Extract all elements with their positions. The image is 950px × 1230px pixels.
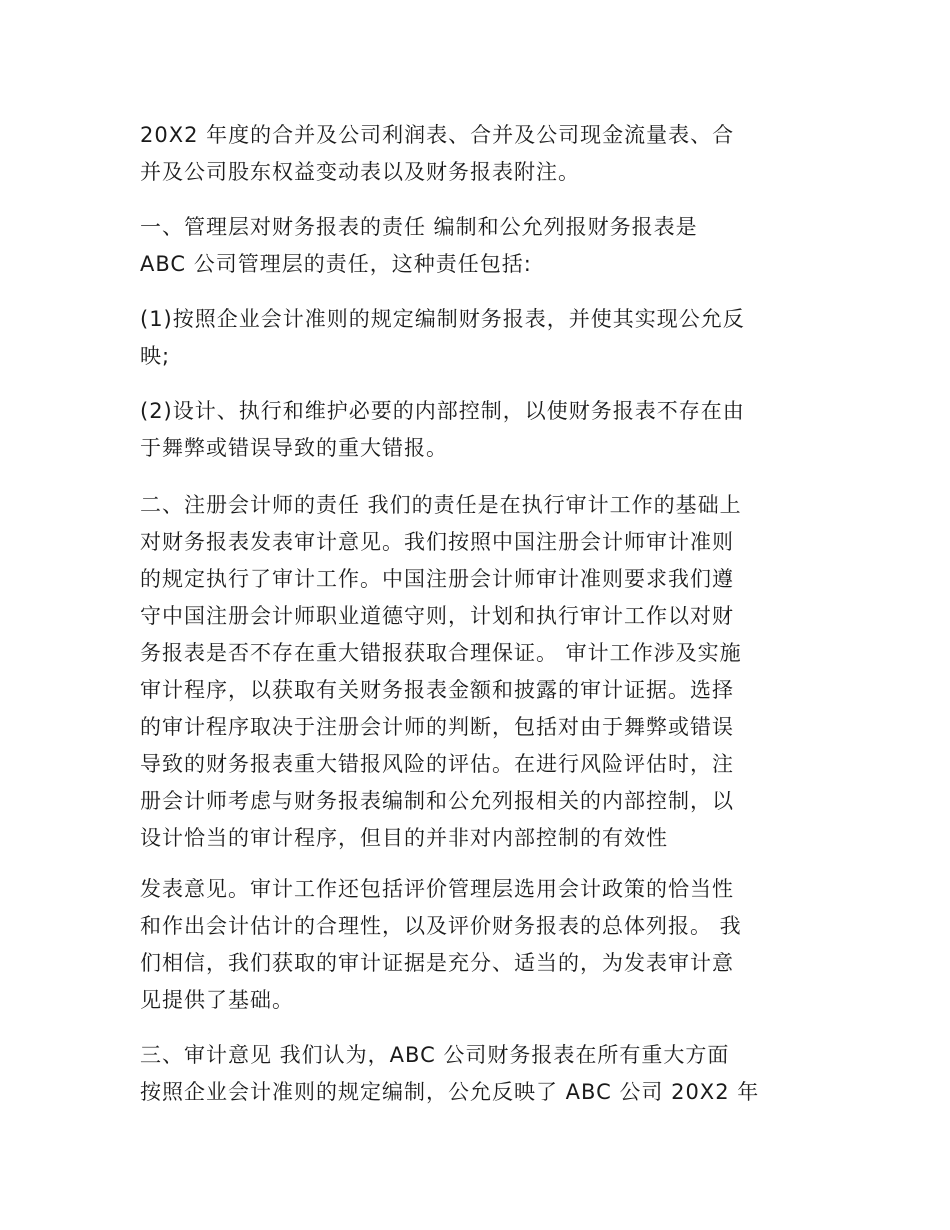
text-line: (1)按照企业会计准则的规定编制财务报表，并使其实现公允反	[140, 307, 745, 331]
paragraph-auditor-responsibility-continued	[140, 871, 812, 1019]
paragraph-audit-opinion	[140, 1037, 812, 1111]
text-line: 三、审计意见 我们认为，ABC 公司财务报表在所有重大方面	[140, 1043, 730, 1067]
text-line: 一、管理层对财务报表的责任 编制和公允列报财务报表是	[140, 215, 698, 239]
text-line: 的审计程序取决于注册会计师的判断，包括对由于舞弊或错误	[140, 715, 734, 739]
text-line: ABC 公司管理层的责任，这种责任包括:	[140, 252, 532, 276]
paragraph-item-2	[140, 393, 812, 467]
text-line: (2)设计、执行和维护必要的内部控制，以使财务报表不存在由	[140, 399, 745, 423]
paragraph-item-1	[140, 301, 812, 375]
text-line: 导致的财务报表重大错报风险的评估。在进行风险评估时，注	[140, 752, 734, 776]
text-line: 的规定执行了审计工作。中国注册会计师审计准则要求我们遵	[140, 567, 734, 591]
text-line: 并及公司股东权益变动表以及财务报表附注。	[140, 160, 580, 184]
text-line: 审计程序，以获取有关财务报表金额和披露的审计证据。选择	[140, 678, 734, 702]
paragraph-management-responsibility	[140, 209, 812, 283]
text-line: 见提供了基础。	[140, 988, 294, 1012]
text-line: 们相信，我们获取的审计证据是充分、适当的，为发表审计意	[140, 951, 734, 975]
text-line: 于舞弊或错误导致的重大错报。	[140, 436, 448, 460]
text-line: 对财务报表发表审计意见。我们按照中国注册会计师审计准则	[140, 530, 734, 554]
text-line: 映;	[140, 344, 171, 368]
text-line: 务报表是否不存在重大错报获取合理保证。 审计工作涉及实施	[140, 641, 742, 665]
text-line: 设计恰当的审计程序，但目的并非对内部控制的有效性	[140, 826, 668, 850]
paragraph-auditor-responsibility	[140, 487, 812, 857]
text-line: 发表意见。审计工作还包括评价管理层选用会计政策的恰当性	[140, 877, 734, 901]
paragraph-scope	[140, 117, 812, 191]
text-line: 和作出会计估计的合理性，以及评价财务报表的总体列报。 我	[140, 914, 742, 938]
text-line: 二、注册会计师的责任 我们的责任是在执行审计工作的基础上	[140, 493, 742, 517]
text-line: 守中国注册会计师职业道德守则，计划和执行审计工作以对财	[140, 604, 734, 628]
text-line: 20X2 年度的合并及公司利润表、合并及公司现金流量表、合	[140, 123, 735, 147]
text-line: 册会计师考虑与财务报表编制和公允列报相关的内部控制，以	[140, 789, 734, 813]
text-line: 按照企业会计准则的规定编制，公允反映了 ABC 公司 20X2 年	[140, 1080, 760, 1104]
